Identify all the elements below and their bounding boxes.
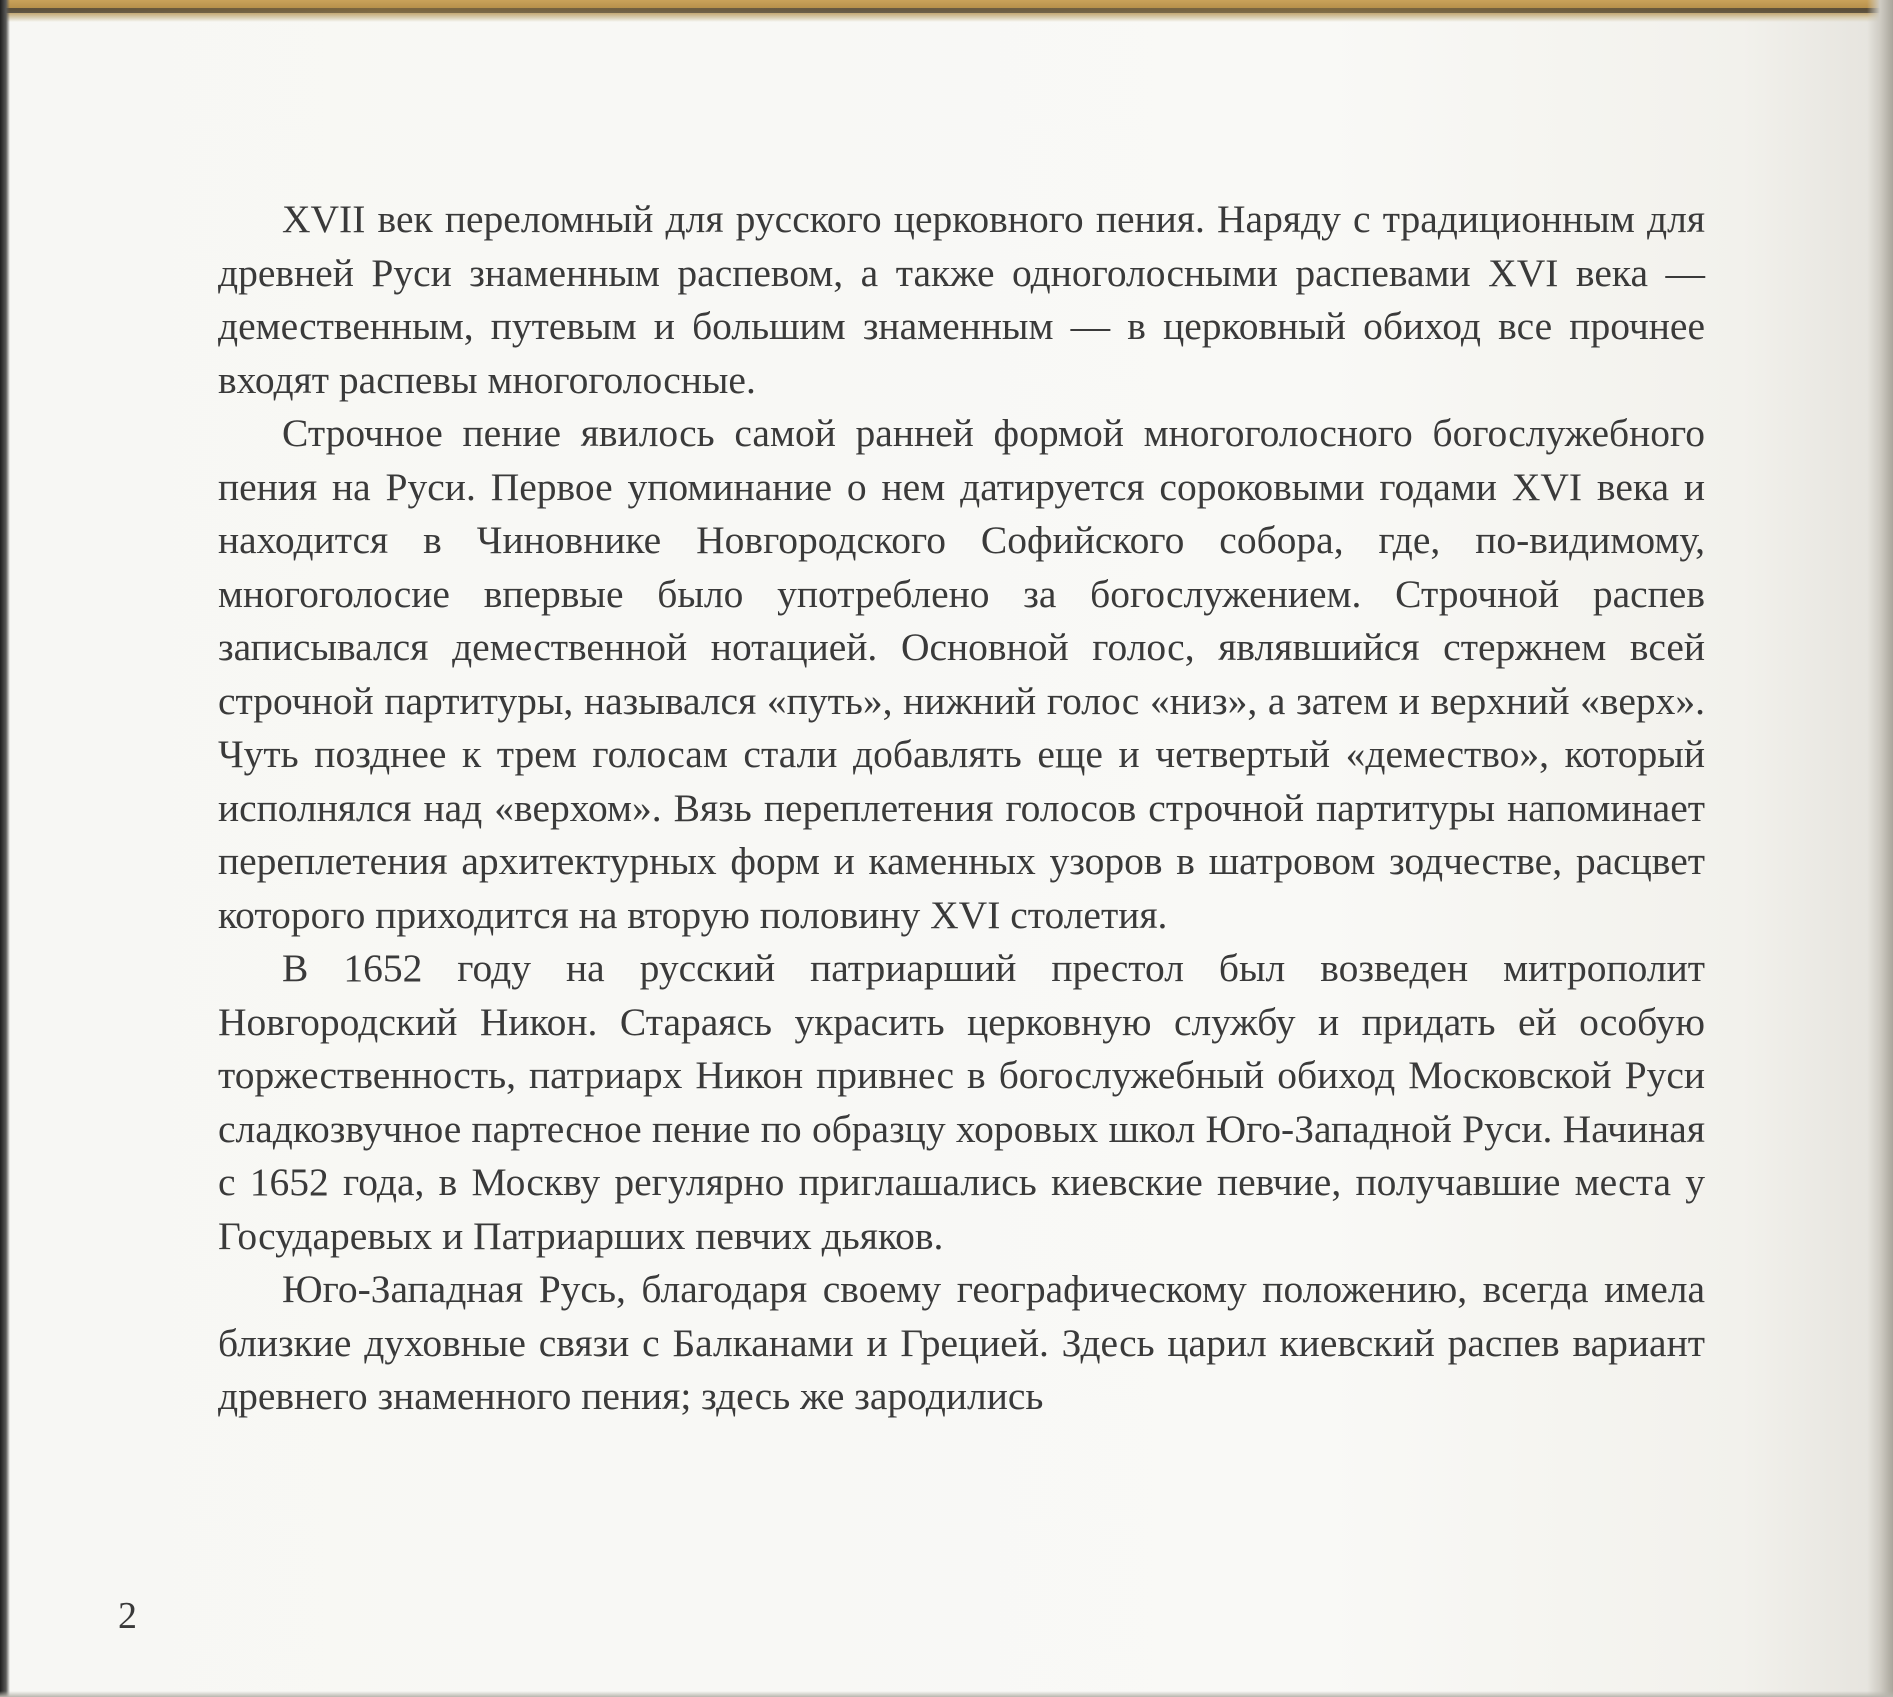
paragraph-4: Юго-Западная Русь, благодаря своему географическому положению, всегда имела близкие духовные связи с Балканами и Грецией. Здесь царил киевский распев вариант древнего знаменного пения; здесь же зародились bbox=[218, 1267, 1705, 1418]
paragraph-2: Строчное пение явилось самой ранней формой многоголосного богослужебного пения на Руси. Первое упоминание о нем датируется сороковыми годами XVI века и находится в Чиновнике Новгородского Софийского собора, где, по-видимому, многоголосие впервые было употреблено за богослужением. Строчной распев записывался демественной нотацией. Основной голос, являвшийся стержнем всей строчной партитуры, назывался «путь», нижний голос «низ», а затем и верхний «верх». Чуть позднее к трем голосам стали добавлять еще и четвертый «демество», который исполнялся над «верхом». Вязь переплетения голосов строчной партитуры напоминает переплетения архитектурных форм и каменных узоров в шатровом зодчестве, расцвет которого приходится на вторую половину XVI столетия. bbox=[218, 411, 1705, 937]
page-top-edge-shadow bbox=[0, 8, 1893, 13]
page-bottom-edge bbox=[0, 1691, 1893, 1697]
page-number: 2 bbox=[118, 1595, 137, 1637]
page-left-edge bbox=[0, 0, 10, 1697]
paragraph-1: XVII век переломный для русского церковного пения. Наряду с традиционным для древней Руси знаменным распевом, а также одноголосными распевами XVI века — демественным, путевым и большим знаменным — в церковный обиход все прочнее входят распевы многоголосные. bbox=[218, 197, 1705, 402]
paragraph-3: В 1652 году на русский патриарший престол был возведен митрополит Новгородский Никон. Стараясь украсить церковную службу и придать ей особую торжественность, патриарх Никон привнес в богослужебный обиход Московской Руси сладкозвучное партесное пение по образцу хоровых школ Юго-Западной Руси. Начиная с 1652 года, в Москву регулярно приглашались киевские певчие, получавшие места у Государевых и Патриарших певчих дьяков. bbox=[218, 946, 1705, 1258]
body-text bbox=[218, 193, 1705, 1424]
page-right-edge-shadow bbox=[1867, 0, 1893, 1697]
